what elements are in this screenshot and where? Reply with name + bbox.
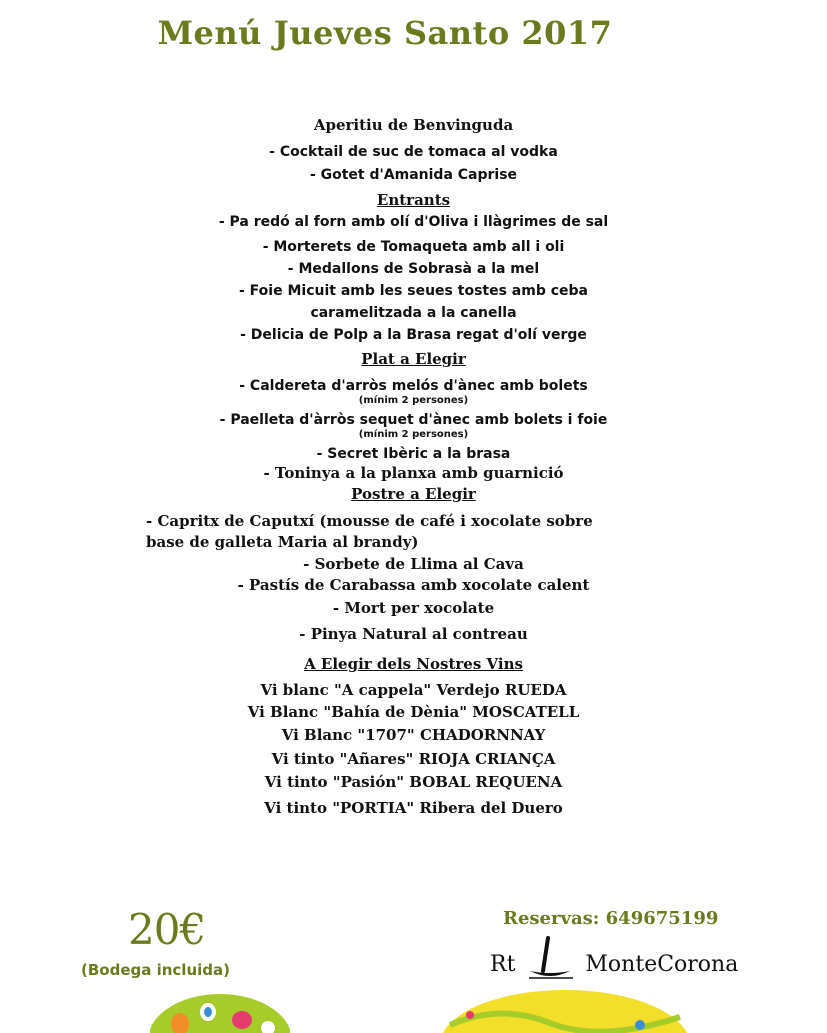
menu-item: - Gotet d'Amanida Caprise (309, 167, 518, 183)
menu-item: - Foie Micuit amb les seues tostes amb ceba (239, 283, 588, 299)
menu-item: - Caldereta d'arròs melós d'ànec amb bolets (239, 378, 588, 394)
menu-item: - Paelleta d'àrròs sequet d'ànec amb bolets i foie (219, 412, 608, 428)
menu-item: - Pastís de Carabassa amb xocolate calent (237, 576, 590, 594)
menu-item: - Pinya Natural al contreau (299, 625, 528, 643)
menu-item: - Toninya a la planxa amb guarnició (263, 464, 564, 482)
menu-item: - Cocktail de suc de tomaca al vodka (269, 144, 558, 160)
section-heading-plat: Plat a Elegir (361, 350, 466, 368)
reservations-phone: Reservas: 649675199 (503, 908, 719, 929)
menu-item-continued: base de galleta Maria al brandy) (146, 533, 419, 551)
menu-item: - Secret Ibèric a la brasa (316, 446, 511, 462)
wine-item: Vi tinto "Añares" RIOJA CRIANÇA (271, 750, 556, 768)
section-heading-entrants: Entrants (376, 191, 451, 209)
menu-item: - Delicia de Polp a la Brasa regat d'olí verge (240, 327, 587, 343)
menu-item: - Capritx de Caputxí (mousse de café i xocolate sobre (146, 512, 593, 530)
price-note: (Bodega incluida) (81, 961, 230, 979)
section-heading-vins: A Elegir dels Nostres Vins (304, 655, 523, 673)
easter-egg-icon (440, 985, 690, 1033)
menu-item: - Pa redó al forn amb olí d'Oliva i llàgrimes de sal (218, 214, 609, 230)
section-heading-aperitiu: Aperitiu de Benvinguda (313, 116, 514, 134)
brand-name: MonteCorona (585, 952, 739, 977)
menu-item: - Mort per xocolate (332, 599, 495, 617)
section-heading-postre: Postre a Elegir (351, 485, 476, 503)
menu-item: - Medallons de Sobrasà a la mel (287, 261, 540, 277)
menu-item: - Sorbete de Llima al Cava (303, 555, 524, 573)
menu-item-continued: caramelitzada a la canella (310, 305, 517, 321)
menu-item: - Morterets de Tomaqueta amb all i oli (262, 239, 565, 255)
wine-item: Vi Blanc "Bahía de Dènia" MOSCATELL (247, 703, 580, 721)
wine-item: Vi tinto "PORTIA" Ribera del Duero (264, 799, 563, 817)
easter-egg-icon (150, 990, 290, 1033)
wine-item: Vi Blanc "1707" CHADORNNAY (281, 726, 546, 744)
page-title: Menú Jueves Santo 2017 (157, 14, 613, 52)
brand-prefix: Rt (490, 952, 516, 977)
wine-item: Vi tinto "Pasión" BOBAL REQUENA (264, 773, 563, 791)
price: 20€ (128, 905, 206, 954)
wine-glass-icon (526, 935, 576, 983)
menu-item-note: (mínim 2 persones) (358, 429, 469, 440)
menu-item-note: (mínim 2 persones) (358, 395, 469, 406)
wine-item: Vi blanc "A cappela" Verdejo RUEDA (260, 681, 567, 699)
